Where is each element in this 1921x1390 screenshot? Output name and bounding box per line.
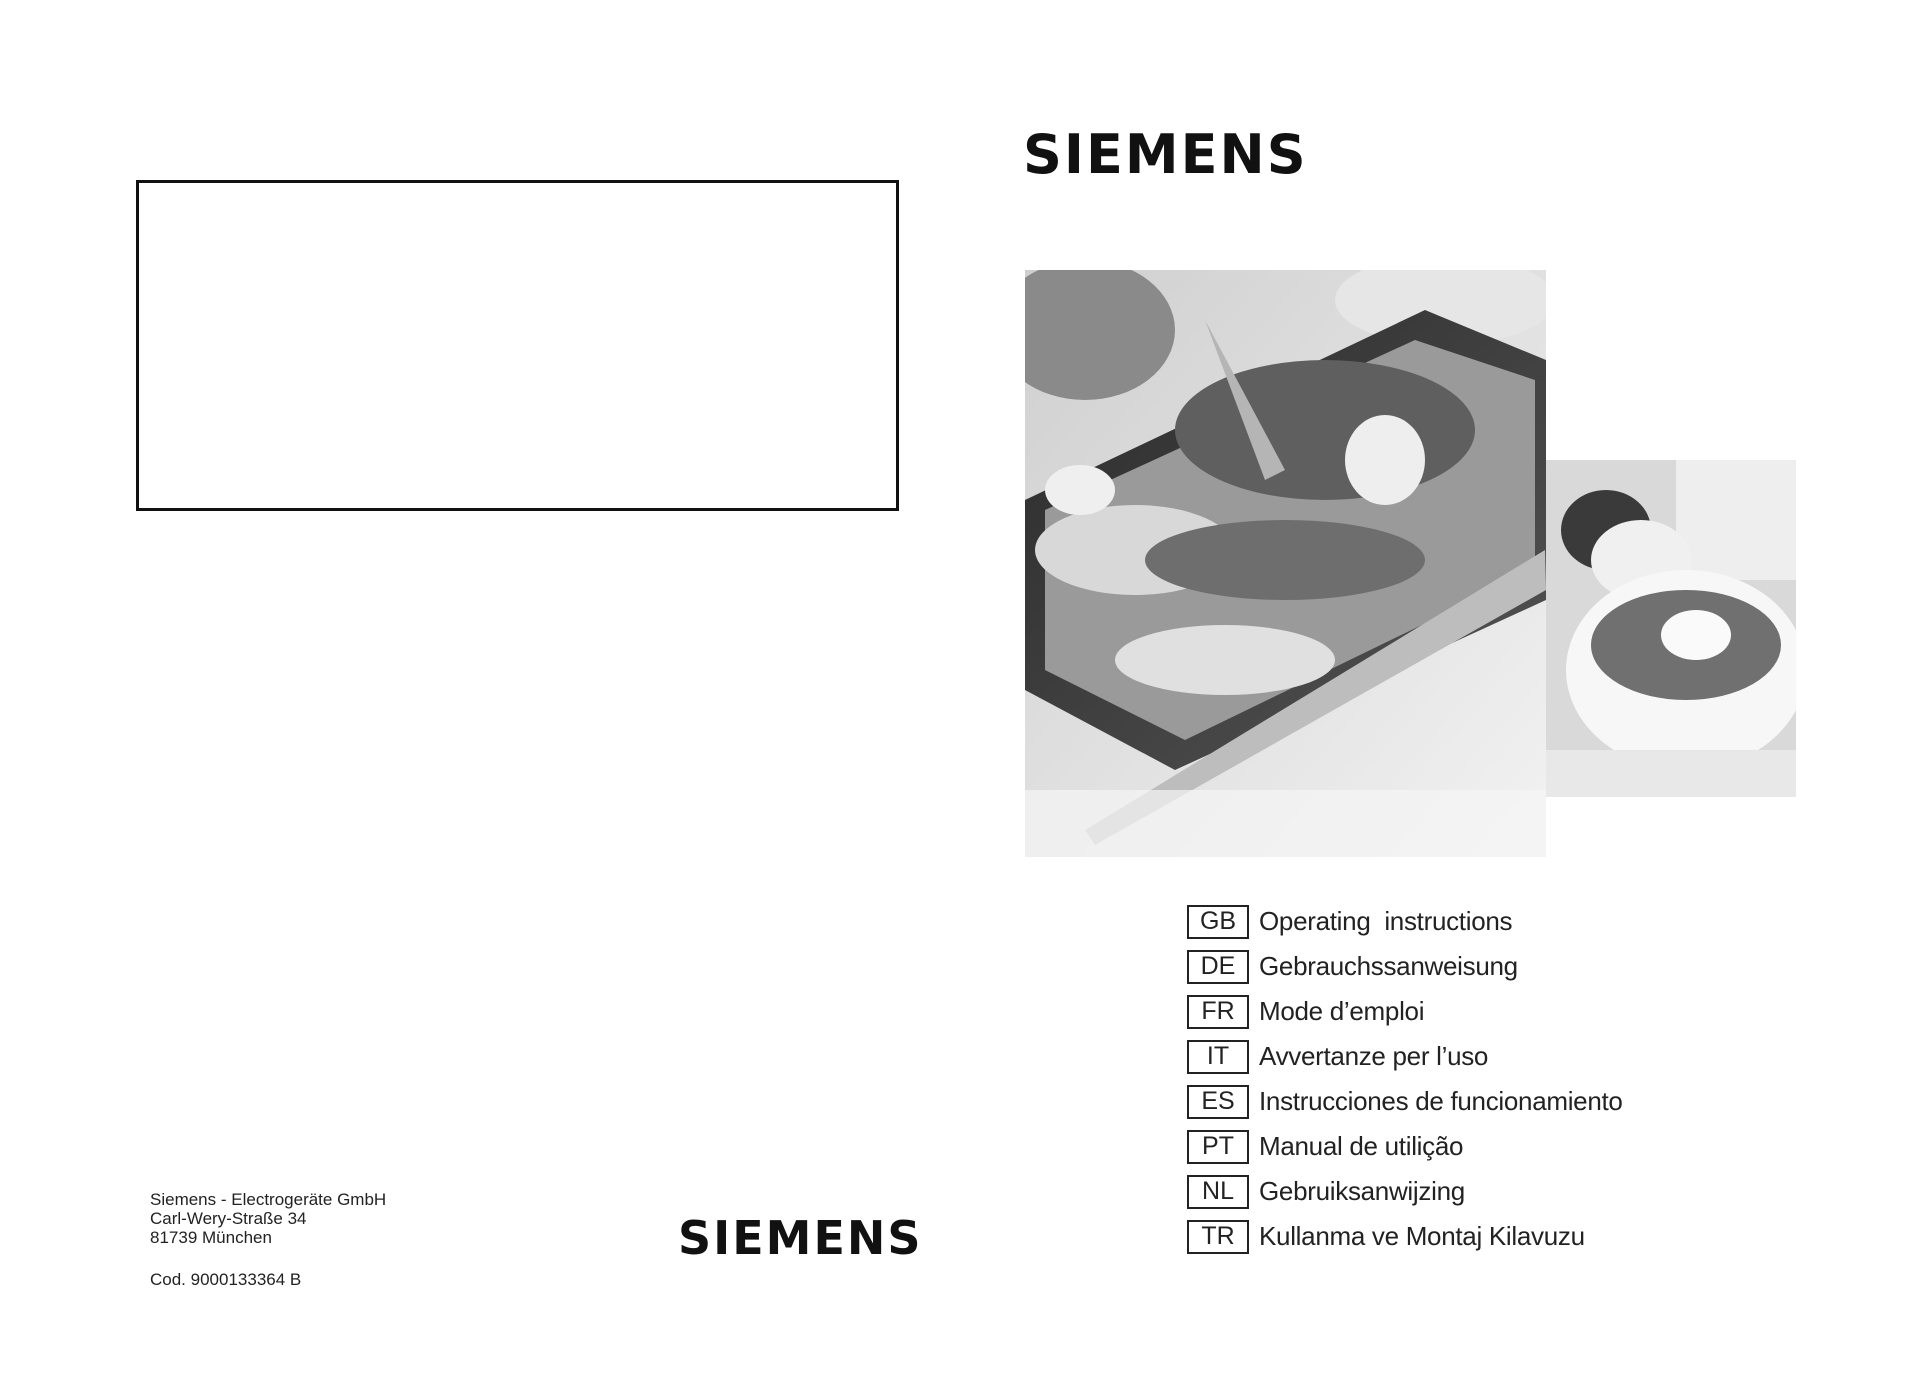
- language-label-gb: Operating instructions: [1259, 906, 1513, 936]
- siemens-logo-bottom: SIEMENS: [678, 1211, 923, 1265]
- document-code: Cod. 9000133364 B: [150, 1270, 302, 1289]
- language-row-de: [1187, 944, 1623, 989]
- language-code-fr: FR: [1187, 995, 1249, 1029]
- language-row-gb: [1187, 899, 1623, 944]
- language-row-fr: [1187, 989, 1623, 1034]
- language-row-it: [1187, 1034, 1623, 1079]
- address-company: Siemens - Electrogeräte GmbH: [150, 1190, 387, 1209]
- siemens-logo-top: SIEMENS: [1023, 123, 1308, 186]
- language-code-tr: TR: [1187, 1220, 1249, 1254]
- language-label-fr: Mode d’emploi: [1259, 996, 1425, 1026]
- language-code-it: IT: [1187, 1040, 1249, 1074]
- language-list: [1187, 899, 1623, 1259]
- food-photo-main: [1025, 270, 1546, 857]
- manufacturer-address: [150, 1190, 386, 1247]
- language-label-it: Avvertanze per l’uso: [1259, 1041, 1489, 1071]
- language-label-es: Instrucciones de funcionamiento: [1259, 1086, 1623, 1116]
- blank-label-box: [136, 180, 899, 511]
- language-code-nl: NL: [1187, 1175, 1249, 1209]
- language-row-tr: [1187, 1214, 1623, 1259]
- language-row-pt: [1187, 1124, 1623, 1169]
- language-label-tr: Kullanma ve Montaj Kilavuzu: [1259, 1221, 1585, 1251]
- language-label-pt: Manual de utilição: [1259, 1131, 1464, 1161]
- language-code-pt: PT: [1187, 1130, 1249, 1164]
- address-city: 81739 München: [150, 1228, 272, 1247]
- food-photo-side: [1546, 460, 1796, 797]
- language-label-nl: Gebruiksanwijzing: [1259, 1176, 1465, 1206]
- language-code-es: ES: [1187, 1085, 1249, 1119]
- language-code-gb: GB: [1187, 905, 1249, 939]
- language-label-de: Gebrauchssanweisung: [1259, 951, 1518, 981]
- language-row-nl: [1187, 1169, 1623, 1214]
- address-street: Carl-Wery-Straße 34: [150, 1209, 307, 1228]
- language-code-de: DE: [1187, 950, 1249, 984]
- language-row-es: [1187, 1079, 1623, 1124]
